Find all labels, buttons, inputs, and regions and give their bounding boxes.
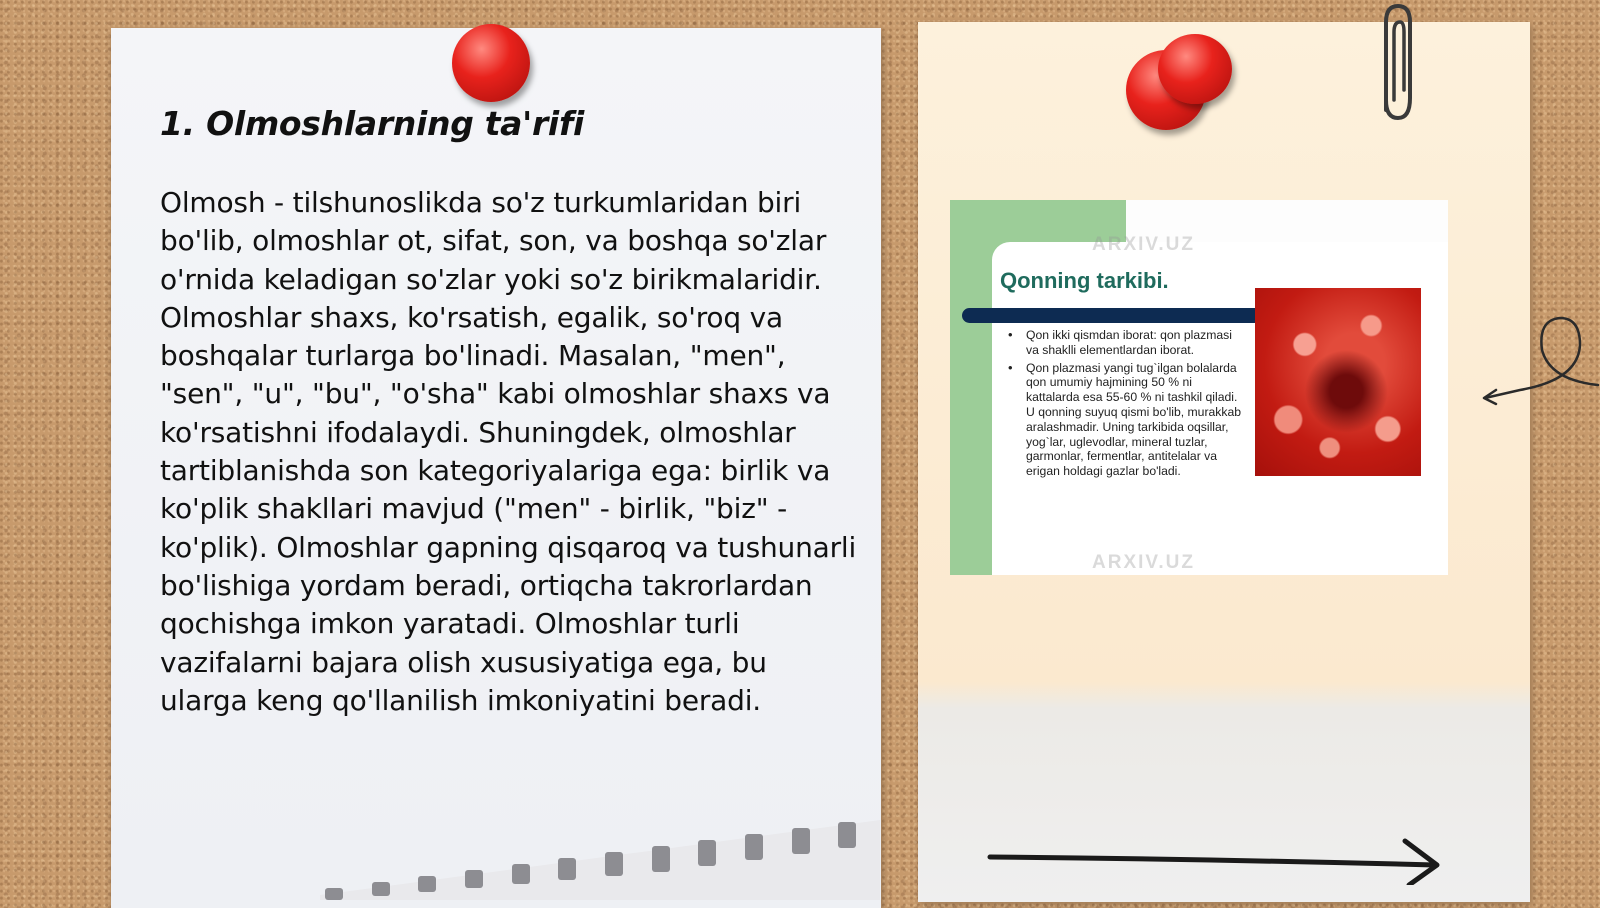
red-pin-icon — [1158, 34, 1232, 104]
slide-thumbnail — [950, 200, 1448, 575]
body-paragraph: Olmosh - tilshunoslikda so'z turkumlaridan biri bo'lib, olmoshlar ot, sifat, son, va boshqa so'zlar o'rnida keladigan so'zlar yoki so'z birikmalaridir. Olmoshlar shaxs, ko'rsatish, egalik, so'roq va boshqalar turlarga bo'linadi. Masalan, "men", "sen", "u", "bu", "o'sha" kabi olmoshlar shaxs va ko'rsatishni ifodalaydi. Shuningdek, olmoshlar tartiblanishda son kategoriyalariga ega: birlik va ko'plik shakllari mavjud ("men" - birlik, "biz" - ko'plik). Olmoshlar gapning qisqaroq va tushunarli bo'lishiga yordam beradi, ortiqcha takrorlardan qochishga imkon yaratadi. Olmoshlar turli vazifalarni bajara olish xususiyatiga ega, bu ularga keng qo'llanilish imkoniyatini beradi. — [160, 186, 857, 717]
torn-edge-decoration — [320, 800, 880, 900]
blood-cells-photo — [1255, 288, 1421, 476]
curl-arrow-icon — [1480, 310, 1600, 410]
slide-title-bar — [962, 308, 1262, 323]
page-title: 1. Olmoshlarning ta'rifi — [160, 104, 585, 143]
slide-bullet-item: • Qon ikki qismdan iborat: qon plazmasi va shaklli elementlardan iborat. — [1008, 328, 1244, 358]
watermark-bottom: ARXIV.UZ — [1092, 552, 1195, 573]
slide-title: Qonning tarkibi. — [1000, 268, 1169, 293]
paperclip-icon — [1372, 0, 1420, 125]
slide-bullet-item: • Qon plazmasi yangi tug`ilgan bolalarda qon umumiy hajmining 50 % ni kattalarda esa 55-60 % ni tashkil qiladi. U qonning suyuq qismi bo'lib, murakkab aralashmadir. Uning tarkibida oqsillar, yog`lar, uglevodlar, mineral tuzlar, garmonlar, fermentlar, antitelalar va erigan holdagi gazlar bo'ladi. — [1008, 361, 1244, 479]
slide-bullet-list — [1008, 328, 1244, 482]
arrow-right-icon — [985, 835, 1445, 885]
red-pin-icon — [452, 24, 530, 102]
watermark-top: ARXIV.UZ — [1092, 234, 1195, 255]
